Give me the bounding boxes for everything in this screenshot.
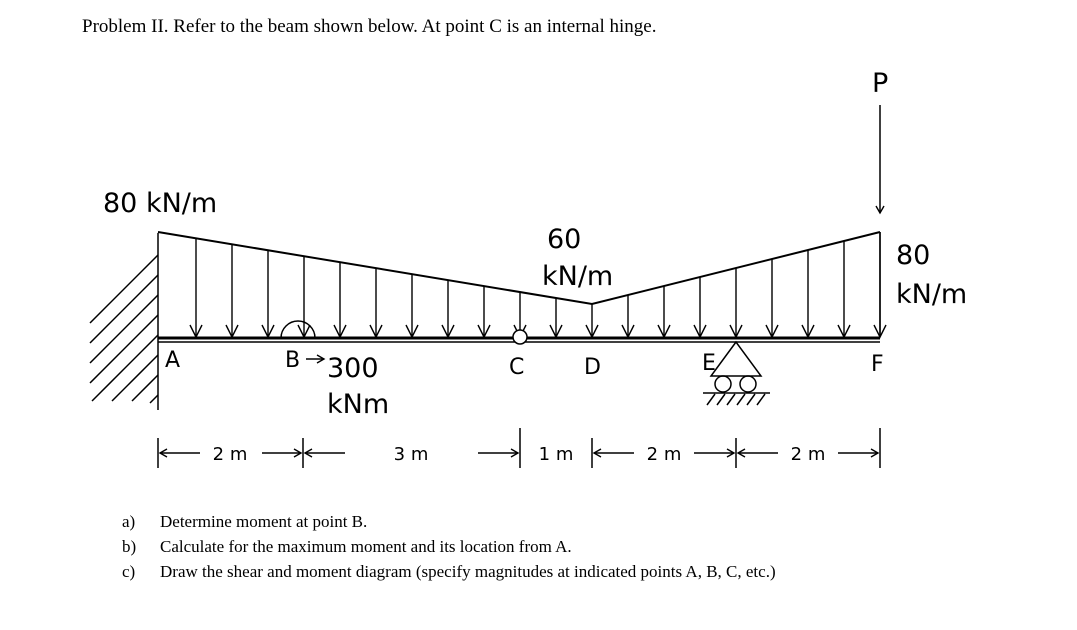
- question-label: a): [122, 512, 136, 531]
- dimension-label-bc: 3 m: [393, 444, 429, 465]
- fixed-support: [90, 233, 158, 410]
- load-mid-value: 60: [547, 224, 582, 255]
- point-d-label: D: [584, 355, 601, 380]
- dimension-label-ab: 2 m: [212, 444, 248, 465]
- point-e-label: E: [702, 351, 716, 376]
- internal-hinge-c: [513, 330, 527, 344]
- question-label: b): [122, 537, 137, 556]
- problem-title: Problem II. Refer to the beam shown below. At point C is an internal hinge.: [82, 16, 657, 37]
- moment-value: 300: [327, 353, 379, 384]
- moment-unit: kNm: [327, 389, 390, 420]
- question-text: Draw the shear and moment diagram (specify magnitudes at indicated points A, B, C, etc.): [160, 562, 776, 581]
- point-a-label: A: [165, 348, 181, 373]
- load-right-value: 80: [896, 240, 931, 271]
- point-load-label: P: [872, 68, 889, 99]
- question-text: Determine moment at point B.: [160, 512, 368, 531]
- dimension-label-ef: 2 m: [790, 444, 826, 465]
- question-item: [122, 534, 776, 559]
- point-f-label: F: [871, 352, 884, 377]
- load-right-unit: kN/m: [896, 279, 968, 310]
- question-item: [122, 559, 776, 584]
- load-left-label: 80 kN/m: [103, 188, 218, 219]
- dimension-label-de: 2 m: [646, 444, 682, 465]
- point-b-label: B: [285, 348, 301, 373]
- question-item: [122, 509, 776, 534]
- load-mid-unit: kN/m: [542, 261, 614, 292]
- question-label: c): [122, 562, 136, 581]
- question-list: [122, 509, 776, 584]
- question-text: Calculate for the maximum moment and its location from A.: [160, 537, 572, 556]
- dimension-label-cd: 1 m: [538, 444, 574, 465]
- dimension-lines: [158, 428, 880, 468]
- point-c-label: C: [509, 355, 525, 380]
